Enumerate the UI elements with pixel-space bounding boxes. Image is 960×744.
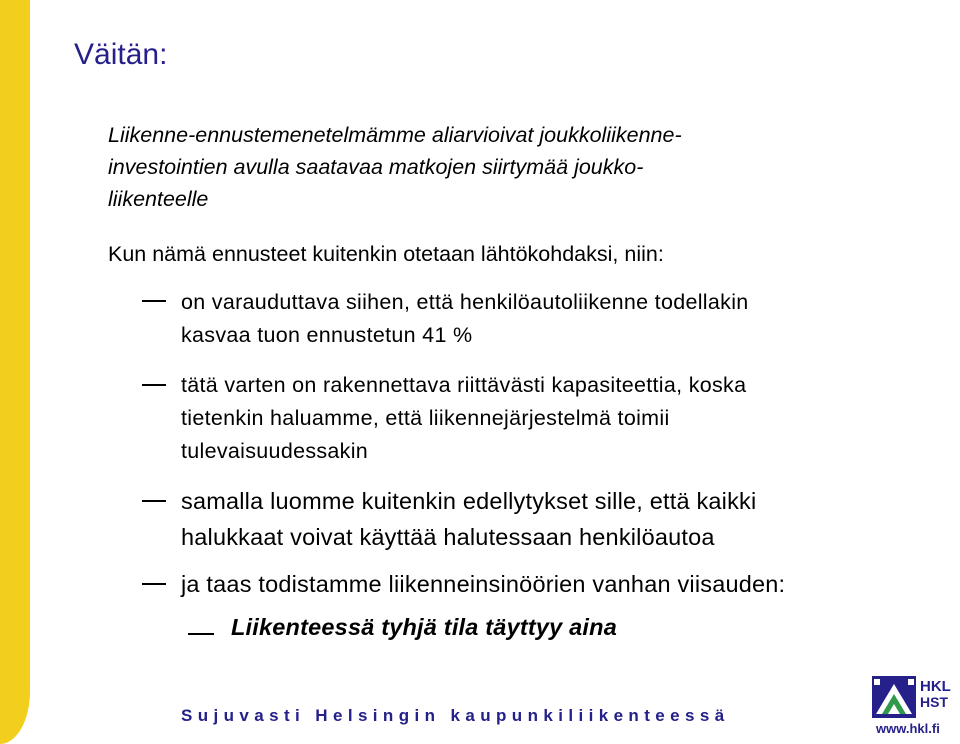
bullet-item xyxy=(181,483,911,555)
claim-statement xyxy=(108,119,908,215)
slide-title: Väitän: xyxy=(74,38,168,71)
claim-line: liikenteelle xyxy=(108,187,209,211)
logo-text-hst: HST xyxy=(920,694,948,710)
bullet-dash xyxy=(142,583,166,585)
intro-text: Kun nämä ennusteet kuitenkin otetaan lähtökohdaksi, niin: xyxy=(108,242,664,266)
bullet-dash xyxy=(142,300,166,302)
bullet-dash xyxy=(142,384,166,386)
bullet-item xyxy=(181,566,911,602)
bullet-item xyxy=(181,369,911,468)
hkl-emblem-icon xyxy=(872,676,916,718)
bullet-line: tulevaisuudessakin xyxy=(181,439,369,463)
conclusion-dash xyxy=(188,633,214,635)
bullet-line: halukkaat voivat käyttää halutessaan henkilöautoa xyxy=(181,524,715,550)
conclusion-text: Liikenteessä tyhjä tila täyttyy aina xyxy=(231,614,617,640)
claim-line: investointien avulla saatavaa matkojen siirtymää joukko- xyxy=(108,155,644,179)
bullet-item xyxy=(181,286,911,352)
footer-slogan: Sujuvasti Helsingin kaupunkiliikenteessä xyxy=(181,706,730,725)
bullet-line: on varauduttava siihen, että henkilöautoliikenne todellakin xyxy=(181,290,749,314)
bullet-dash xyxy=(142,500,166,502)
bullet-line: kasvaa tuon ennustetun 41 % xyxy=(181,323,473,347)
bullet-line: ja taas todistamme liikenneinsinöörien vanhan viisauden: xyxy=(181,571,786,597)
claim-line: Liikenne-ennustemenetelmämme aliarvioivat joukkoliikenne- xyxy=(108,123,682,147)
logo-text-hkl: HKL xyxy=(920,678,951,695)
bullet-line: samalla luomme kuitenkin edellytykset sille, että kaikki xyxy=(181,488,757,514)
bullet-line: tietenkin haluamme, että liikennejärjestelmä toimii xyxy=(181,406,670,430)
hkl-logo xyxy=(872,676,960,744)
bullet-line: tätä varten on rakennettava riittävästi kapasiteettia, koska xyxy=(181,373,747,397)
yellow-side-band xyxy=(0,0,30,744)
logo-url: www.hkl.fi xyxy=(876,721,940,736)
